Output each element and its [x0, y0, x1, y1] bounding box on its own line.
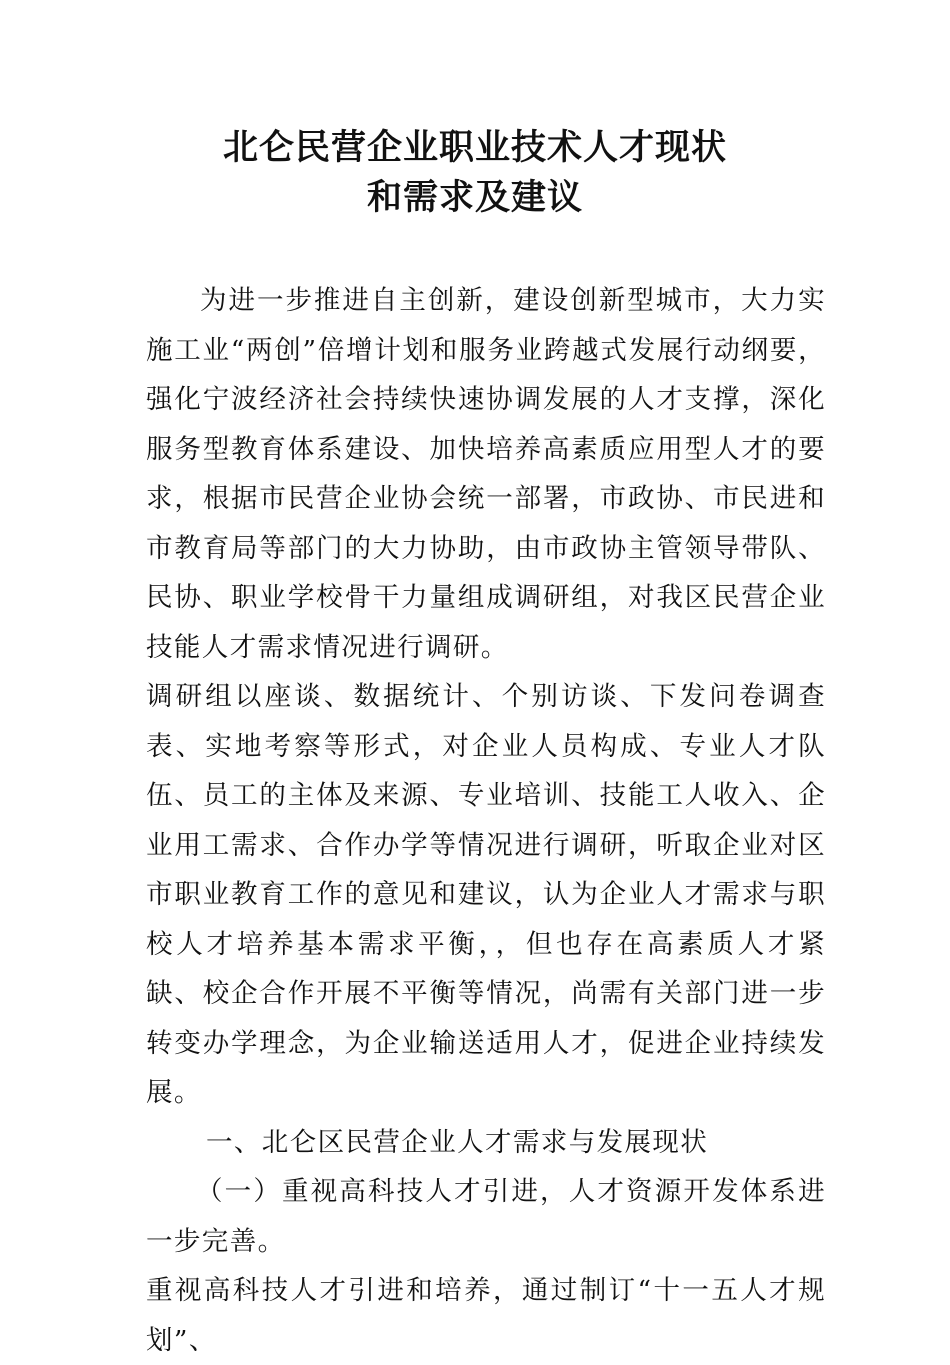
document-body: [146, 276, 826, 1365]
document-title-line-2: 和需求及建议: [366, 177, 583, 218]
paragraph-talent: 重视高科技人才引进和培养，通过制订“十一五人才规划”、: [146, 1275, 826, 1356]
paragraph-intro: 为进一步推进自主创新，建设创新型城市，大力实施工业“两创”倍增计划和服务业跨越式发展行动纲要，强化宁波经济社会持续快速协调发展的人才支撑，深化服务型教育体系建设、加快培养高素质应用型人才的要求，根据市民营企业协会统一部署，市政协、市民进和市教育局等部门的大力协助，由市政协主管领导带队、民协、职业学校骨干力量组成调研组，对我区民营企业技能人才需求情况进行调研。: [146, 285, 826, 663]
document-title-line-1: 北仑民营企业职业技术人才现状: [222, 127, 727, 168]
section-heading: 一、北仑区民营企业人才需求与发展现状: [206, 1126, 709, 1158]
subsection-heading: （一）重视高科技人才引进，人才资源开发体系进一步完善。: [146, 1176, 826, 1257]
paragraph-method: 调研组以座谈、数据统计、个别访谈、下发问卷调查表、实地考察等形式，对企业人员构成、专业人才队伍、员工的主体及来源、专业培训、技能工人收入、企业用工需求、合作办学等情况进行调研，听取企业对区市职业教育工作的意见和建议，认为企业人才需求与职校人才培养基本需求平衡，，但也存在高素质人才紧缺、校企合作开展不平衡等情况，尚需有关部门进一步转变办学理念，为企业输送适用人才，促进企业持续发展。: [146, 681, 826, 1108]
